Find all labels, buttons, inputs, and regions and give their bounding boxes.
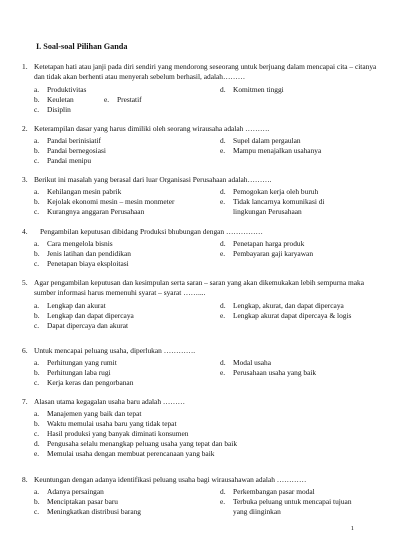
option-a: a. Cara mengelola bisnis (34, 239, 113, 248)
section-title: I. Soal-soal Pilihan Ganda (36, 42, 128, 51)
option-b: b. Kejolak ekonomi mesin – mesin monmeter (34, 197, 175, 206)
option-d: d. Pengusaha selalu menangkap peluang usaha yang tepat dan baik (34, 439, 238, 448)
option-b: b. Pandai bernegosiasi (34, 146, 106, 155)
question-1 (22, 62, 382, 81)
option-c: c. Kerja keras dan pengorbanan (34, 378, 134, 387)
option-e: e. Mampu menajalkan usahanya (220, 146, 322, 155)
page-number: 1 (350, 525, 354, 532)
question-number: 2. (22, 124, 28, 133)
question-number: 1. (22, 62, 28, 71)
option-d: d. Modal usaha (220, 358, 271, 367)
question-number: 3. (22, 175, 28, 184)
option-e: e. Perusahaan usaha yang baik (220, 368, 317, 377)
question-stem: Ketetapan hati atau janji pada diri sendiri yang mendorong seseorang untuk berjuang dalam mencapai cita – citanya dan tidak akan berhenti atau menyerah sebelum berhasil, adalah……… (34, 62, 377, 81)
question-7 (22, 397, 382, 407)
option-e: e. Prestatif (104, 95, 142, 104)
question-3 (22, 175, 382, 185)
question-8 (22, 475, 382, 485)
option-d: d. Pemogokan kerja oleh buruh (220, 187, 319, 196)
question-number: 7. (22, 397, 28, 406)
option-d: d. Lengkap, akurat, dan dapat dipercaya (220, 301, 344, 310)
question-number: 5. (22, 278, 28, 287)
option-c: c. Pandai menipu (34, 156, 92, 165)
question-stem: Untuk mencapai peluang usaha, diperlukan …………. (34, 346, 196, 355)
option-c: c. Disiplin (34, 105, 71, 114)
option-e-continued: yang diinginkan (233, 507, 281, 516)
option-b: b. Keuletan (34, 95, 74, 104)
question-stem: Berikut ini masalah yang berasal dari luar Organisasi Perusahaan adalah………. (34, 175, 272, 184)
option-b: b. Lengkap dan dapat dipercaya (34, 311, 134, 320)
option-c: c. Dapat dipercaya dan akurat (34, 321, 129, 330)
option-b: b. Menciptakan pasar baru (34, 497, 119, 506)
option-c: c. Kurangnya anggaran Perusahaan (34, 207, 145, 216)
option-b: b. Perhitungan laba rugi (34, 368, 111, 377)
question-number: 8. (22, 475, 28, 484)
option-a: a. Adanya persaingan (34, 487, 104, 496)
question-4 (22, 227, 382, 237)
option-d: d. Penetapan harga produk (220, 239, 305, 248)
option-a: a. Perhitungan yang rumit (34, 358, 117, 367)
option-e: e. Memulai usaha dengan membuat perencanaan yang baik (34, 449, 215, 458)
option-e: e. Pembayaran gaji karyawan (220, 249, 314, 258)
option-a: a. Pandai berinisiatif (34, 136, 101, 145)
option-a: a. Produktivitas (34, 85, 87, 94)
question-stem: Agar pengambilan keputusan dan kesimpulan serta saran – saran yang akan dikemukakan lebih sempurna maka sumber informasi harus memenuhi syarat – syarat …….... (34, 278, 365, 297)
option-a: a. Kehilangan mesin pabrik (34, 187, 122, 196)
question-6 (22, 346, 382, 356)
question-stem: Pengambilan keputusan dibidang Produksi bhubungan dengan …………… (40, 227, 263, 236)
option-d: d. Perkembangan pasar modal (220, 487, 315, 496)
option-b: b. Waktu memulai usaha baru yang tidak tepat (34, 419, 177, 428)
option-e: e. Tidak lancarnya komunikasi di (220, 197, 325, 206)
option-c: c. Penetapan biaya eksploitasi (34, 259, 129, 268)
option-c: c. Meningkatkan distribusi barang (34, 507, 142, 516)
question-stem: Keuntungan dengan adanya identifikasi peluang usaha bagi wirausahawan adalah ………… (34, 475, 307, 484)
option-e-continued: lingkungan Perusahaan (233, 207, 302, 216)
option-d: d. Komitmen tinggi (220, 85, 284, 94)
question-number: 4. (22, 227, 28, 236)
option-e: e. Lengkap akurat dapat dipercaya & logis (220, 311, 352, 320)
question-stem: Alasan utama kegagalan usaha baru adalah ……… (34, 397, 186, 406)
option-e: e. Terbuka peluang untuk mencapai tujuan (220, 497, 352, 506)
option-c: c. Hasil produksi yang banyak diminati konsumen (34, 429, 189, 438)
option-a: a. Lengkap dan akurat (34, 301, 106, 310)
option-d: d. Supel dalam pergaulan (220, 136, 301, 145)
option-b: b. Jenis latihan dan pendidikan (34, 249, 131, 258)
question-2 (22, 124, 382, 134)
question-stem: Keterampilan dasar yang harus dimiliki oleh seorang wirausaha adalah ………. (34, 124, 270, 133)
option-a: a. Manajemen yang baik dan tepat (34, 409, 142, 418)
question-number: 6. (22, 346, 28, 355)
question-5 (22, 278, 382, 297)
